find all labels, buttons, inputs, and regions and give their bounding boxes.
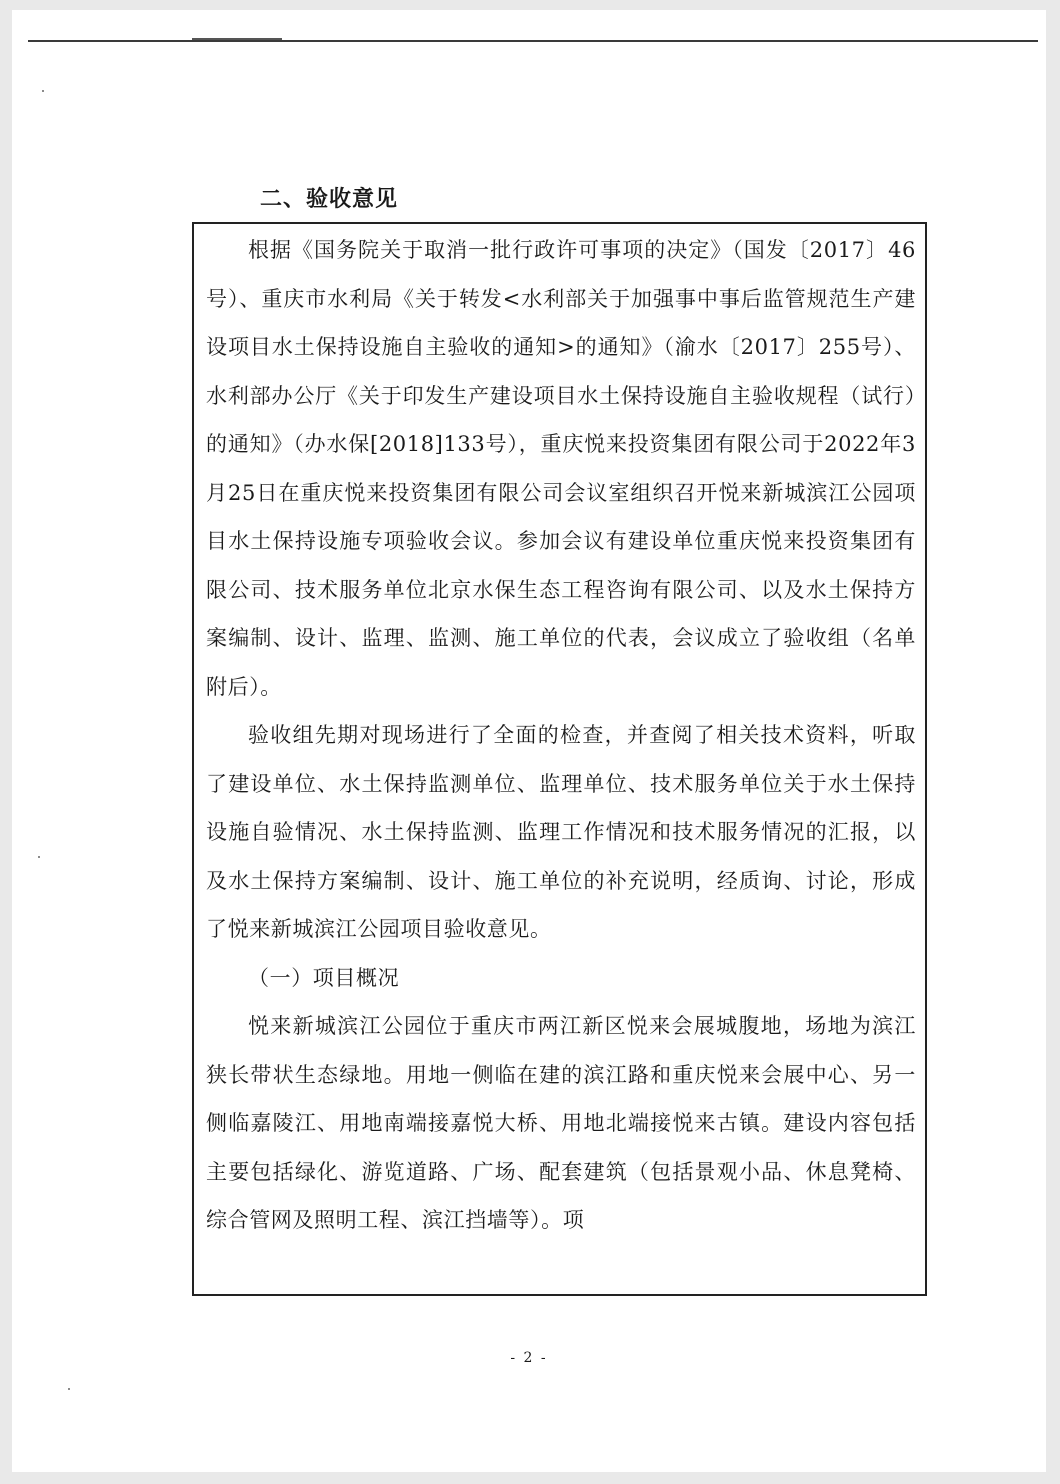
header-rule-shade bbox=[192, 38, 282, 40]
subheading-project-overview: （一）项目概况 bbox=[248, 965, 400, 990]
scan-speck bbox=[38, 856, 40, 858]
scan-speck bbox=[68, 1388, 70, 1390]
page-number: - 2 - bbox=[510, 1350, 548, 1366]
scan-speck bbox=[42, 90, 44, 92]
paragraph-acceptance-basis: 根据《国务院关于取消一批行政许可事项的决定》（国发〔2017〕46号）、重庆市水利局《关于转发<水利部关于加强事中事后监管规范生产建设项目水土保持设施自主验收的通知>的通知》（渝水〔2017〕255号）、水利部办公厅《关于印发生产建设项目水土保持设施自主验收规程（试行）的通知》（办水保[2018]133号），重庆悦来投资集团有限公司于2022年3月25日在重庆悦来投资集团有限公司会议室组织召开悦来新城滨江公园项目水土保持设施专项验收会议。参加会议有建设单位重庆悦来投资集团有限公司、技术服务单位北京水保生态工程咨询有限公司、以及水土保持方案编制、设计、监理、监测、施工单位的代表，会议成立了验收组（名单附后）。 bbox=[206, 238, 916, 699]
paragraph-project-overview: 悦来新城滨江公园位于重庆市两江新区悦来会展城腹地，场地为滨江狭长带状生态绿地。用地一侧临在建的滨江路和重庆悦来会展中心、另一侧临嘉陵江、用地南端接嘉悦大桥、用地北端接悦来古镇。建设内容包括主要包括绿化、游览道路、广场、配套建筑（包括景观小品、休息凳椅、综合管网及照明工程、滨江挡墙等）。项 bbox=[206, 1014, 916, 1232]
paragraph-acceptance-process: 验收组先期对现场进行了全面的检查，并查阅了相关技术资料，听取了建设单位、水土保持监测单位、监理单位、技术服务单位关于水土保持设施自验情况、水土保持监测、监理工作情况和技术服务情况的汇报，以及水土保持方案编制、设计、施工单位的补充说明，经质询、讨论，形成了悦来新城滨江公园项目验收意见。 bbox=[206, 723, 916, 941]
body-text bbox=[206, 226, 916, 1245]
header-rule bbox=[28, 40, 1038, 42]
document-page bbox=[12, 10, 1046, 1472]
section-heading: 二、验收意见 bbox=[260, 186, 399, 212]
